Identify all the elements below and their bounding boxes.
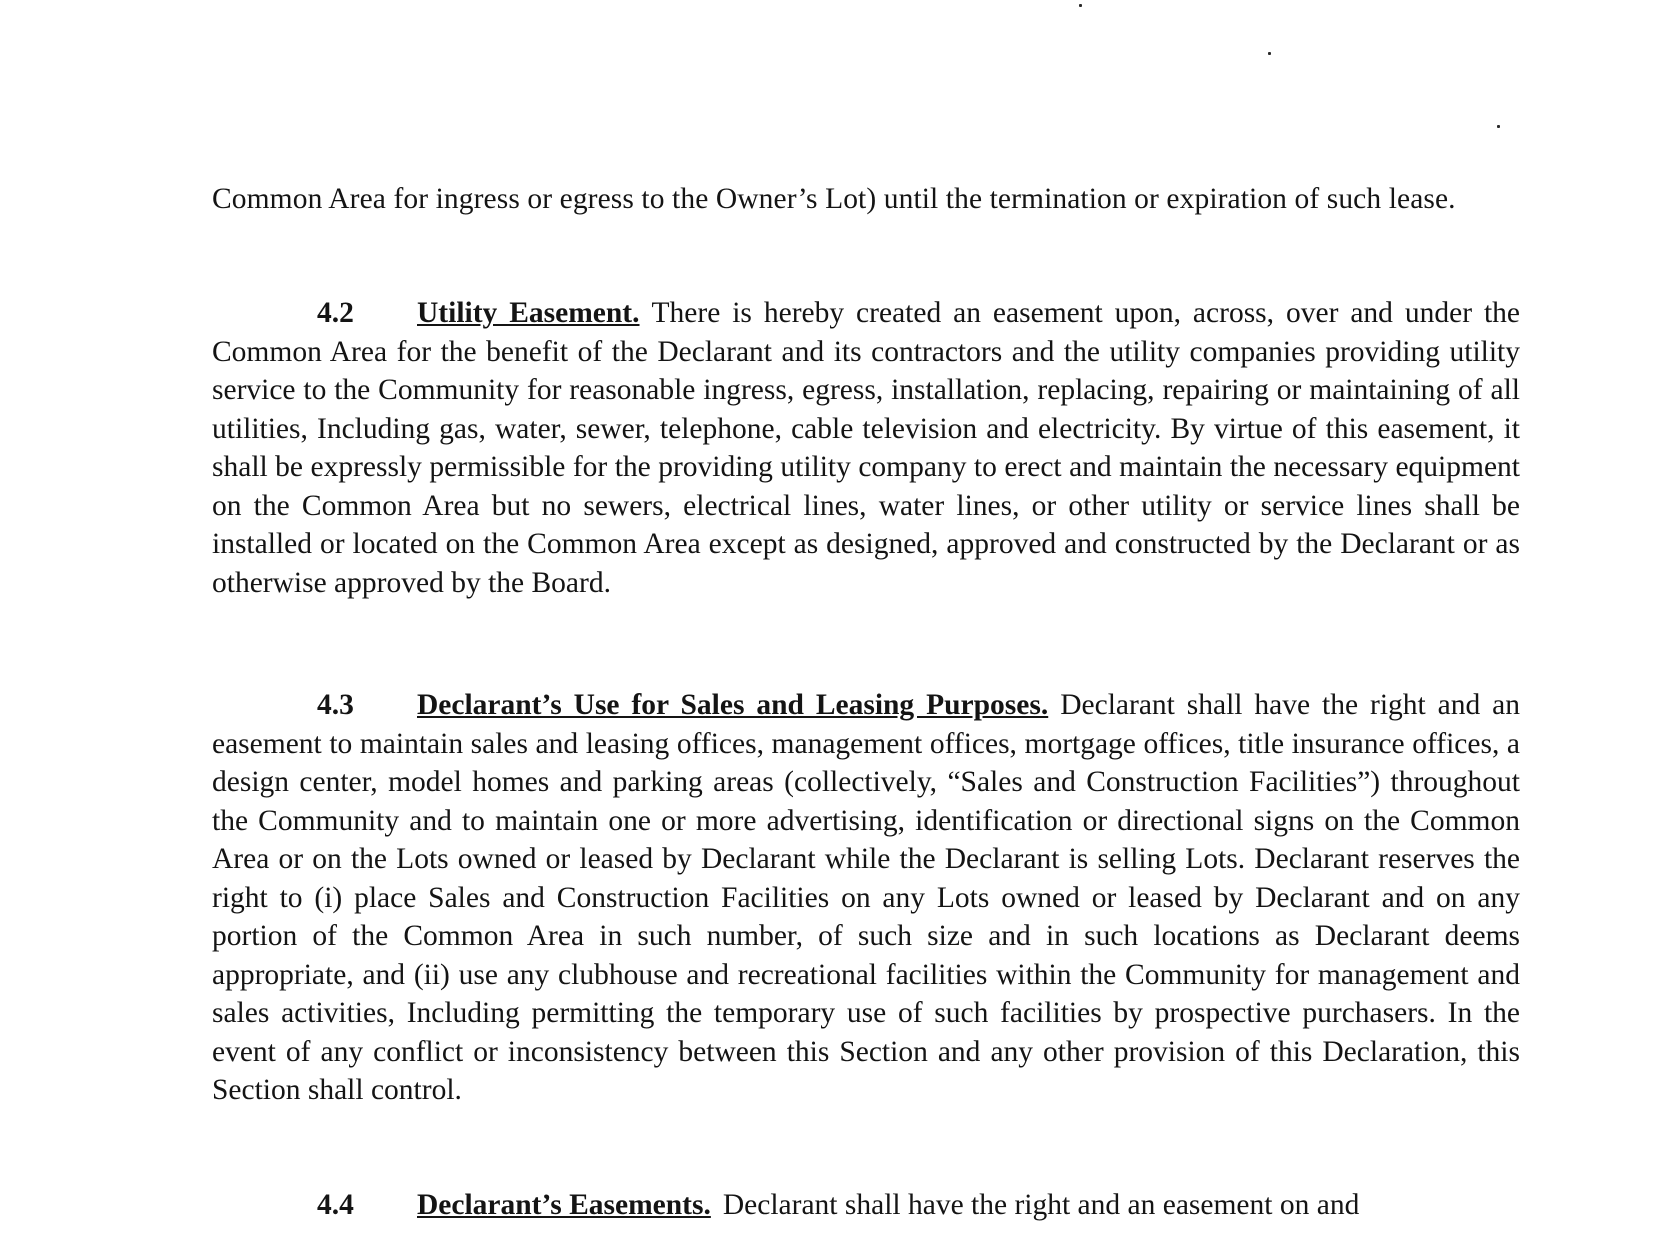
section-body: Declarant shall have the right and an easement to maintain sales and leasing offices, management offices, mortgage offices, title insurance offices, a design center, model homes and parking areas (collectively, “Sales and Construction Facilities”) throughout the Community and to maintain one or more advertising, identification or directional signs on the Common Area or on the Lots owned or leased by Declarant while the Declarant is selling Lots. Declarant reserves the right to (i) place Sales and Construction Facilities on any Lots owned or leased by Declarant and on any portion of the Common Area in such number, of such size and in such locations as Declarant deems appropriate, and (ii) use any clubhouse and recreational facilities within the Community for management and sales activities, Including permitting the temporary use of such facilities by prospective purchasers. In the event of any conflict or inconsistency between this Section and any other provision of this Declaration, this Section shall control. [212,689,1520,1106]
section-4-3 [212,686,1520,1110]
section-title: Utility Easement. [417,297,640,329]
section-4-4 [212,1186,1520,1225]
intro-paragraph: Common Area for ingress or egress to the Owner’s Lot) until the termination or expiration of such lease. [212,183,1456,215]
section-number: 4.4 [317,1189,354,1221]
section-body: Declarant shall have the right and an easement on and [722,1189,1360,1221]
scan-speck [1268,52,1271,55]
section-number: 4.3 [317,689,354,721]
section-4-2 [212,294,1520,602]
scan-speck [1497,125,1500,128]
section-body: There is hereby created an easement upon, across, over and under the Common Area for the benefit of the Declarant and its contractors and the utility companies providing utility service to the Community for reasonable ingress, egress, installation, replacing, repairing or maintaining of all utilities, Including gas, water, sewer, telephone, cable television and electricity. By virtue of this easement, it shall be expressly permissible for the providing utility company to erect and maintain the necessary equipment on the Common Area but no sewers, electrical lines, water lines, or other utility or service lines shall be installed or located on the Common Area except as designed, approved and constructed by the Declarant or as otherwise approved by the Board. [212,297,1521,599]
section-title: Declarant’s Use for Sales and Leasing Purposes. [417,689,1049,721]
section-number: 4.2 [317,297,354,329]
scan-speck [1079,4,1082,7]
section-title: Declarant’s Easements. [417,1189,711,1221]
